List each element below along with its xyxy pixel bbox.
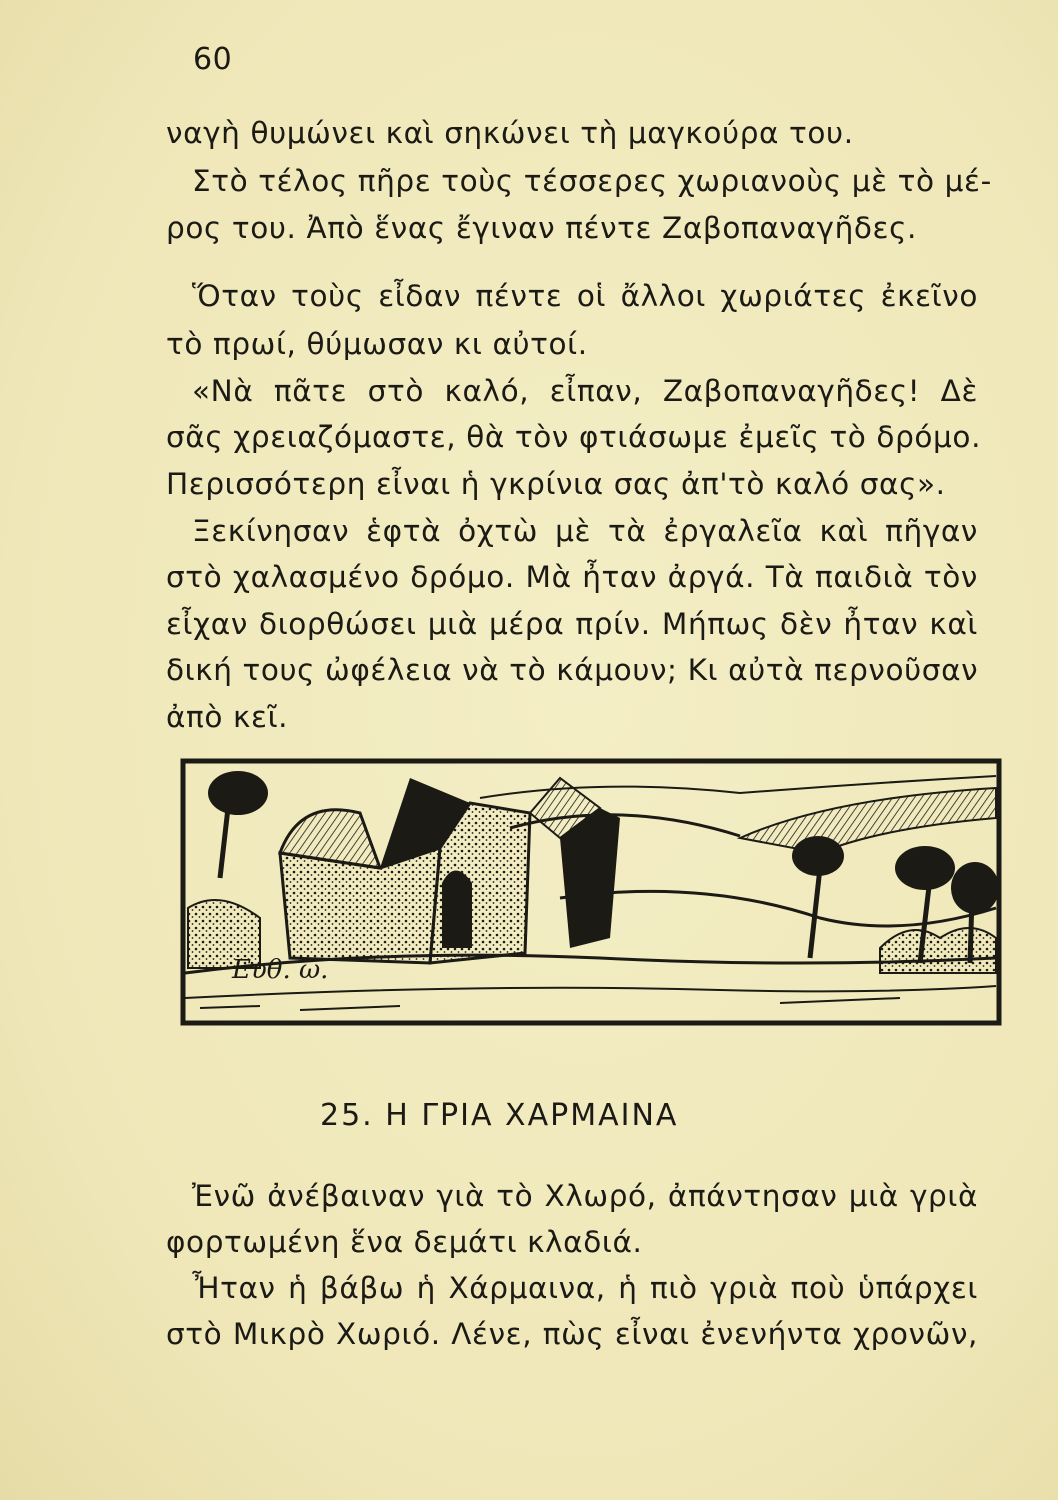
text-line: στὸ Μικρὸ Χωριό. Λένε, πὼς εἶναι ἐνενήντα χρονῶν, <box>166 1317 978 1351</box>
woodcut-illustration <box>180 758 1002 1026</box>
text-line: στὸ χαλασμένο δρόμο. Μὰ ἦταν ἀργά. Τὰ παιδιὰ τὸν <box>166 560 978 594</box>
text-line: «Νὰ πᾶτε στὸ καλό, εἶπαν, Ζαβοπαναγῆδες! Δὲ <box>192 374 978 408</box>
text-line: ναγὴ θυμώνει καὶ σηκώνει τὴ μαγκούρα του. <box>166 116 854 150</box>
text-line: Ὅταν τοὺς εἶδαν πέντε οἱ ἄλλοι χωριάτες ἐκεῖνο <box>192 279 978 313</box>
text-line: φορτωμένη ἕνα δεμάτι κλαδιά. <box>166 1225 643 1259</box>
text-line: Ξεκίνησαν ἑφτὰ ὀχτὼ μὲ τὰ ἐργαλεῖα καὶ πῆγαν <box>192 514 978 548</box>
text-line: Στὸ τέλος πῆρε τοὺς τέσσερες χωριανοὺς μὲ τὸ μέ- <box>192 164 992 198</box>
illustration-signature: Ευθ. ω. <box>232 955 329 985</box>
section-title: 25. Η ΓΡΙΑ ΧΑΡΜΑΙΝΑ <box>320 1098 679 1133</box>
text-line: ρος του. Ἀπὸ ἕνας ἔγιναν πέντε Ζαβοπαναγῆδες. <box>166 211 917 245</box>
text-line: Ἦταν ἡ βάβω ἡ Χάρμαινα, ἡ πιὸ γριὰ ποὺ ὑπάρχει <box>192 1271 978 1305</box>
text-line: σᾶς χρειαζόμαστε, θὰ τὸν φτιάσωμε ἐμεῖς τὸ δρόμο. <box>166 420 982 454</box>
text-line: Ἐνῶ ἀνέβαιναν γιὰ τὸ Χλωρό, ἀπάντησαν μιὰ γριὰ <box>192 1179 978 1213</box>
text-line: ἀπὸ κεῖ. <box>166 700 289 734</box>
text-line: εἶχαν διορθώσει μιὰ μέρα πρίν. Μήπως δὲν ἦταν καὶ <box>166 607 978 641</box>
text-line: δική τους ὠφέλεια νὰ τὸ κάμουν; Κι αὐτὰ περνοῦσαν <box>166 653 979 687</box>
page-number: 60 <box>193 42 233 77</box>
text-line: τὸ πρωί, θύμωσαν κι αὐτοί. <box>166 327 588 361</box>
text-line: Περισσότερη εἶναι ἡ γκρίνια σας ἀπ'τὸ καλό σας». <box>166 467 946 501</box>
